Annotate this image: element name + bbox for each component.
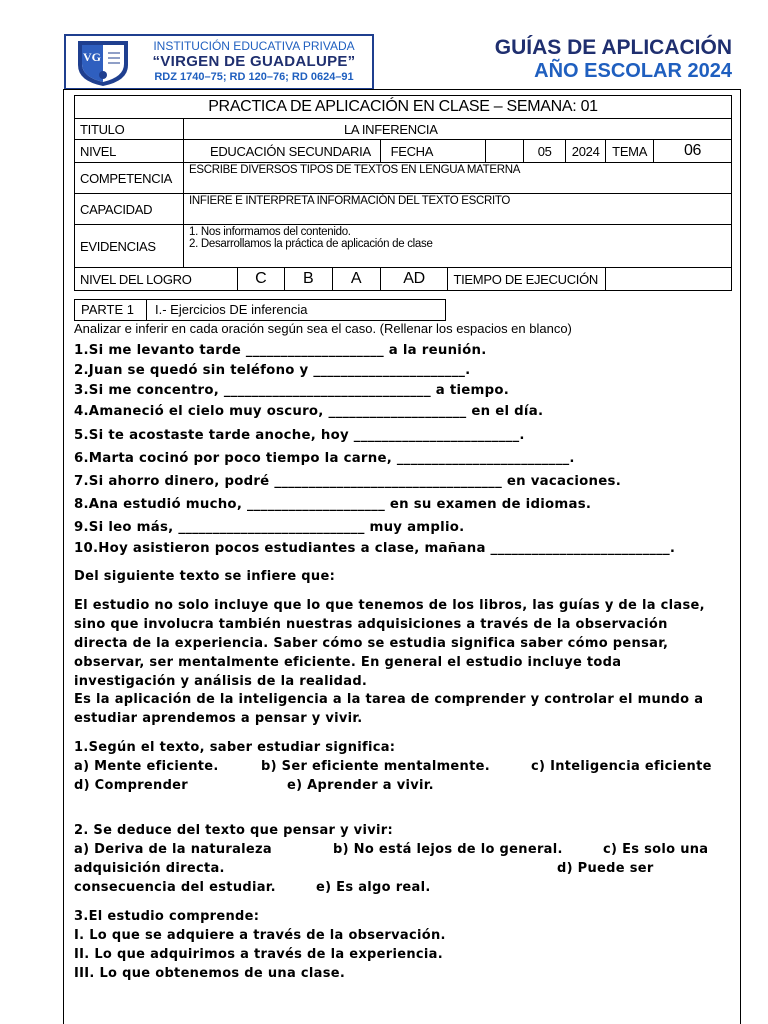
- crest-letters: VG: [83, 50, 101, 64]
- exercise-8[interactable]: 8.Ana estudió mucho, ____________________ en su examen de idiomas.: [74, 497, 592, 512]
- competencia-label: COMPETENCIA: [75, 163, 184, 194]
- table-row: [75, 96, 732, 119]
- logro-c[interactable]: C: [237, 268, 284, 291]
- info-table: [74, 95, 732, 291]
- exercise-7[interactable]: 7.Si ahorro dinero, podré _________________________________ en vacaciones.: [74, 474, 621, 489]
- q1-option-e[interactable]: e) Aprender a vivir.: [287, 778, 434, 793]
- tiempo-label: TIEMPO DE EJECUCIÓN: [448, 268, 606, 291]
- q2-option-e[interactable]: e) Es algo real.: [316, 880, 431, 895]
- exercise-5[interactable]: 5.Si te acostaste tarde anoche, hoy ________________________.: [74, 428, 525, 443]
- capacidad-label: CAPACIDAD: [75, 194, 184, 225]
- evidencia-1: 1. Nos informamos del contenido.: [188, 226, 351, 238]
- exercise-6[interactable]: 6.Marta cocinó por poco tiempo la carne, _________________________.: [74, 451, 575, 466]
- exercise-1[interactable]: 1.Si me levantо tarde ____________________ a la reunión.: [74, 343, 487, 358]
- tema-value[interactable]: 06: [654, 140, 732, 163]
- tema-label: TEMA: [606, 140, 654, 163]
- table-row: [75, 163, 732, 194]
- logro-label: NIVEL DEL LOGRO: [75, 268, 238, 291]
- reading-line-5: investigación y análisis de la realidad.: [74, 674, 368, 689]
- table-row: [75, 225, 732, 268]
- institution-name: “VIRGEN DE GUADALUPE”: [152, 53, 356, 70]
- exercise-9[interactable]: 9.Si leo más, ___________________________ muy amplio.: [74, 520, 465, 535]
- q2-option-d[interactable]: d) Puede ser: [557, 861, 654, 876]
- nivel-label: NIVEL: [75, 140, 184, 163]
- q2-option-b[interactable]: b) No está lejos de lo general.: [333, 842, 563, 857]
- question-3: 3.El estudio comprende:: [74, 909, 260, 924]
- q2-option-c[interactable]: c) Es solo una: [603, 842, 709, 857]
- q3-item-iii: III. Lo que obtenemos de una clase.: [74, 966, 346, 981]
- q1-option-a[interactable]: a) Mente eficiente.: [74, 759, 219, 774]
- fecha-month[interactable]: 05: [524, 140, 566, 163]
- reading-intro: Del siguiente texto se infiere que:: [74, 569, 336, 584]
- capacidad-value: INFIERE E INTERPRETA INFORMACIÓN DEL TEXTO ESCRITO: [183, 194, 731, 225]
- titulo-value: LA INFERENCIA: [183, 119, 731, 140]
- exercise-4[interactable]: 4.Amaneció el cielo muy oscuro, ____________________ en el día.: [74, 404, 544, 419]
- fecha-year[interactable]: 2024: [566, 140, 606, 163]
- q2-option-c-cont: adquisición directa.: [74, 861, 225, 876]
- table-row: [75, 119, 732, 140]
- exercise-3[interactable]: 3.Si me concentro, ______________________________ a tiempo.: [74, 383, 510, 398]
- q2-option-a[interactable]: a) Deriva de la naturaleza: [74, 842, 272, 857]
- tiempo-value[interactable]: [606, 268, 732, 291]
- reading-line-2: sino que involucra también nuestras adquisiciones a través de la observación: [74, 617, 668, 632]
- fecha-label: FECHA: [380, 140, 486, 163]
- q3-item-i: I. Lo que se adquiere a través de la observación.: [74, 928, 446, 943]
- titulo-label: TITULO: [75, 119, 184, 140]
- institution-type: INSTITUCIÓN EDUCATIVA PRIVADA: [153, 39, 355, 53]
- school-crest-icon: [74, 39, 132, 87]
- reading-line-7: estudiar aprendemos a pensar y vivir.: [74, 711, 363, 726]
- table-row: [75, 194, 732, 225]
- instruction: Analizar e inferir en cada oración según sea el caso. (Rellenar los espacios en blanco): [74, 321, 572, 336]
- page-title: GUÍAS DE APLICACIÓN: [494, 36, 732, 59]
- table-row: [75, 140, 732, 163]
- table-heading: PRACTICA DE APLICACIÓN EN CLASE – SEMANA: 01: [75, 96, 732, 119]
- logro-a[interactable]: A: [332, 268, 380, 291]
- reading-line-1: El estudio no solo incluye que lo que tenemos de los libros, las guías y de la clase,: [74, 598, 705, 613]
- q2-option-d-cont: consecuencia del estudiar.: [74, 880, 276, 895]
- reading-line-4: observar, ser mentalmente eficiente. En general el estudio incluye toda: [74, 655, 622, 670]
- evidencia-2: 2. Desarrollamos la práctica de aplicación de clase: [188, 238, 433, 250]
- institution-logo-box: [64, 34, 374, 90]
- question-2: 2. Se deduce del texto que pensar y vivir:: [74, 823, 393, 838]
- nivel-value: EDUCACIÓN SECUNDARIA: [183, 140, 380, 163]
- q3-item-ii: II. Lo que adquirimos a través de la experiencia.: [74, 947, 443, 962]
- institution-resolutions: RDZ 1740–75; RD 120–76; RD 0624–91: [154, 71, 354, 83]
- q1-option-c[interactable]: c) Inteligencia eficiente: [531, 759, 712, 774]
- evidencias-label: EVIDENCIAS: [75, 225, 184, 268]
- parte-box: [74, 299, 446, 321]
- q1-option-d[interactable]: d) Comprender: [74, 778, 189, 793]
- exercise-10[interactable]: 10.Hoy asistieron pocos estudiantes a clase, mañana __________________________.: [74, 541, 676, 556]
- reading-line-6: Es la aplicación de la inteligencia a la tarea de comprender y controlar el mundo a: [74, 692, 704, 707]
- competencia-value: ESCRIBE DIVERSOS TIPOS DE TEXTOS EN LENGUA MATERNA: [183, 163, 731, 194]
- question-1: 1.Según el texto, saber estudiar significa:: [74, 740, 396, 755]
- fecha-day[interactable]: [486, 140, 524, 163]
- school-year: AÑO ESCOLAR 2024: [534, 60, 732, 82]
- evidencias-value: [183, 225, 731, 268]
- logro-ad[interactable]: AD: [380, 268, 448, 291]
- reading-line-3: directa de la experiencia. Saber cómo se estudia significa saber cómo pensar,: [74, 636, 669, 651]
- table-row: [75, 268, 732, 291]
- exercise-2[interactable]: 2.Juan se quedó sin teléfono y ______________________.: [74, 363, 471, 378]
- parte-label: PARTE 1: [75, 300, 147, 320]
- parte-title: I.- Ejercicios DE inferencia: [155, 302, 308, 317]
- q1-option-b[interactable]: b) Ser eficiente mentalmente.: [261, 759, 490, 774]
- logro-b[interactable]: B: [284, 268, 332, 291]
